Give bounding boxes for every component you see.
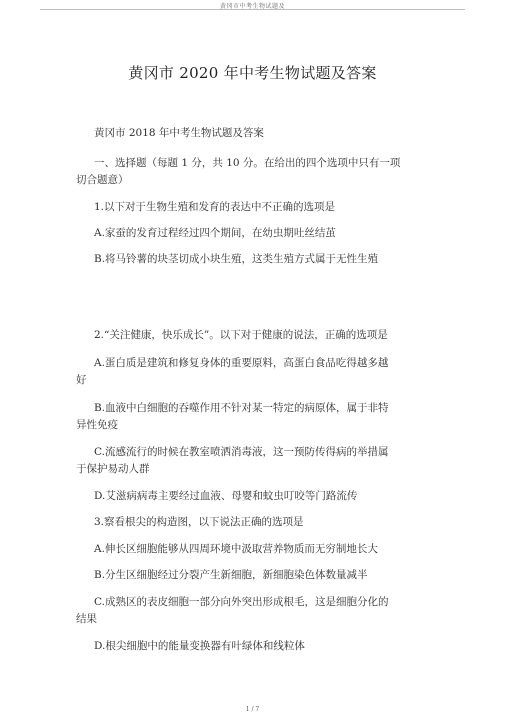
question-3-option-b: B.分生区细胞经过分裂产生新细胞，新细胞染色体数量减半 xyxy=(94,569,368,581)
section-intro-line-2: 切合题意） xyxy=(76,174,129,186)
header-divider xyxy=(40,9,465,10)
question-2-option-c-line-1: C.流感流行的时候在教室喷洒消毒液，这一预防传得病的举措属 xyxy=(94,446,389,458)
question-3-option-d: D.根尖细胞中的能量变换器有叶绿体和线粒体 xyxy=(94,640,305,652)
page-number: 1 / 7 xyxy=(245,706,260,713)
question-2-option-a-line-1: A.蛋白质是建筑和修复身体的重要原料，高蛋白食品吃得越多越 xyxy=(94,357,389,369)
question-3-option-a: A.伸长区细胞能够从四周环境中汲取营养物质而无穷制地长大 xyxy=(94,543,378,555)
question-2-option-c-line-2: 于保护易动人群 xyxy=(76,463,150,475)
question-2-stem: 2.“关注健康，快乐成长”。以下对于健康的说法，正确的选项是 xyxy=(94,329,388,341)
running-header: 黄冈市中考生物试题及 xyxy=(219,3,285,10)
document-title: 黄冈市 2020 年中考生物试题及答案 xyxy=(128,64,377,82)
question-3-option-c-line-2: 结果 xyxy=(76,613,97,625)
question-3-option-c-line-1: C.成熟区的表皮细胞一部分向外突出形成根毛，这是细胞分化的 xyxy=(94,596,389,608)
question-1-stem: 1.以下对于生物生殖和发育的表达中不正确的选项是 xyxy=(94,201,336,213)
question-2-option-b-line-2: 异性免疫 xyxy=(76,419,118,431)
question-1-option-b: B.将马铃薯的块茎切成小块生殖，这类生殖方式属于无性生殖 xyxy=(94,253,379,265)
document-subtitle: 黄冈市 2018 年中考生物试题及答案 xyxy=(94,127,264,139)
question-2-option-d: D.艾滋病病毒主要经过血液、母婴和蚊虫叮咬等门路流传 xyxy=(94,490,358,502)
section-intro-line-1: 一、选择题（每题 1 分，共 10 分。在给出的四个选项中只有一项 xyxy=(94,157,401,169)
question-2-option-b-line-1: B.血液中白细胞的吞噬作用不针对某一特定的病原体，属于非特 xyxy=(94,402,389,414)
question-1-option-a: A.家蚕的发育过程经过四个期间，在幼虫期吐丝结茧 xyxy=(94,227,336,239)
question-3-stem: 3.察看根尖的构造图，以下说法正确的选项是 xyxy=(94,516,304,528)
question-2-option-a-line-2: 好 xyxy=(76,374,87,386)
